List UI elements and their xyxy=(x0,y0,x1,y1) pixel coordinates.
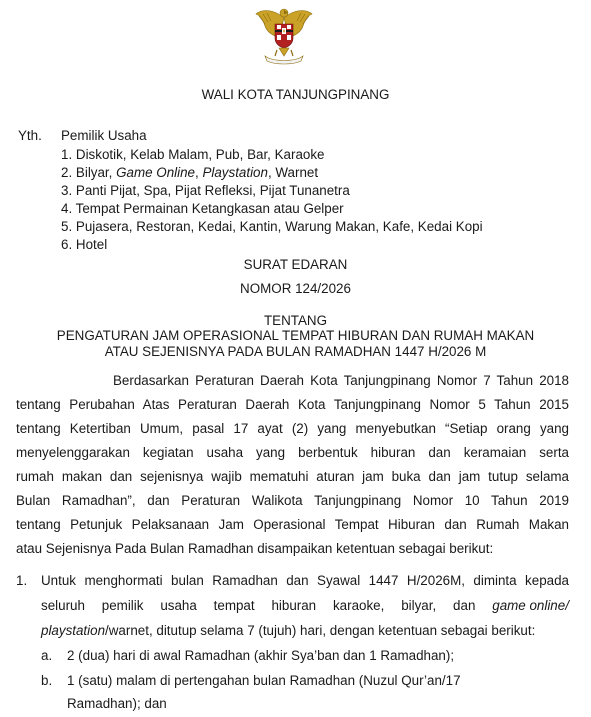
word: usaha xyxy=(160,598,197,613)
item-text: Hotel xyxy=(75,237,108,252)
item-text-pre: Bilyar, xyxy=(75,165,117,180)
paragraph-line: rumah makan dan sejenisnya wajib mematuhi aturan jam buka dan jam tutup selama xyxy=(16,469,569,484)
word: dan xyxy=(453,598,476,613)
word-italic: game online/ xyxy=(492,598,569,613)
document-type: SURAT EDARAN xyxy=(243,257,348,272)
word: bilyar, xyxy=(401,598,437,613)
issuer-title: WALI KOTA TANJUNGPINANG xyxy=(201,87,390,102)
addressee-label: Pemilik Usaha xyxy=(61,128,147,143)
item-text: Tempat Permainan Ketangkasan atau Gelper xyxy=(75,201,344,216)
item-text: Pujasera, Restoran, Kedai, Kantin, Warung Makan, Kafe, Kedai Kopi xyxy=(75,219,483,234)
sub-item: 1 (satu) malam di pertengahan bulan Ramadhan (Nuzul Qur’an/17 xyxy=(67,673,461,688)
point-line xyxy=(41,597,569,615)
point-line xyxy=(41,622,535,640)
paragraph-line: tentang Ketertiban Umum, pasal 17 ayat (2) yang menyebutkan “Setiap orang yang xyxy=(16,421,569,436)
paragraph-line: tentang Perubahan Atas Peraturan Daerah Kota Tanjungpinang Nomor 5 Tahun 2015 xyxy=(16,397,569,412)
word: seluruh xyxy=(41,598,85,613)
yth-label: Yth. xyxy=(18,128,42,143)
addressee-item xyxy=(61,218,483,236)
addressee-item xyxy=(61,236,107,254)
item-text-post: , Warnet xyxy=(267,165,319,180)
paragraph-line: Bulan Ramadhan”, dan Peraturan Walikota Tanjungpinang Nomor 10 Tahun 2019 xyxy=(16,493,569,508)
text: /warnet, ditutup selama 7 (tujuh) hari, dengan ketentuan sebagai berikut: xyxy=(105,623,536,638)
point-line: Untuk menghormati bulan Ramadhan dan Syawal 1447 H/2026M, diminta kepada xyxy=(41,573,569,588)
addressee-item xyxy=(61,182,350,200)
word: pemilik xyxy=(101,598,144,613)
item-text-italic: Playstation xyxy=(202,165,268,180)
sub-item-continuation: Ramadhan); dan xyxy=(67,696,167,711)
item-text-italic: Game Online xyxy=(116,165,195,180)
point-number: 1. xyxy=(16,573,28,588)
item-number: 1. xyxy=(61,147,73,162)
paragraph-line: Berdasarkan Peraturan Daerah Kota Tanjungpinang Nomor 7 Tahun 2018 xyxy=(113,373,569,388)
sub-item: 2 (dua) hari di awal Ramadhan (akhir Sya’ban dan 1 Ramadhan); xyxy=(67,648,455,663)
subject-line: PENGATURAN JAM OPERASIONAL TEMPAT HIBURAN DAN RUMAH MAKAN xyxy=(56,328,535,343)
subject-line: ATAU SEJENISNYA PADA BULAN RAMADHAN 1447 H/2026 M xyxy=(104,344,487,359)
addressee-item xyxy=(61,200,344,218)
sub-letter: a. xyxy=(41,648,53,663)
item-number: 2. xyxy=(61,165,73,180)
item-number: 3. xyxy=(61,183,73,198)
addressee-item xyxy=(61,164,318,182)
paragraph-line: menyelenggarakan kegiatan usaha yang berbentuk hiburan dan keramaian serta xyxy=(16,445,569,460)
garuda-emblem-icon xyxy=(253,4,315,66)
about-label: TENTANG xyxy=(264,313,327,328)
word: tempat xyxy=(213,598,255,613)
item-text: Diskotik, Kelab Malam, Pub, Bar, Karaoke xyxy=(75,147,325,162)
text-italic: playstation xyxy=(41,623,106,638)
item-number: 6. xyxy=(61,237,73,252)
item-number: 4. xyxy=(61,201,73,216)
word: karaoke, xyxy=(332,598,385,613)
item-text: Panti Pijat, Spa, Pijat Refleksi, Pijat Tunanetra xyxy=(75,183,350,198)
addressee-item xyxy=(61,146,325,164)
document-number: NOMOR 124/2026 xyxy=(240,281,351,296)
paragraph-line: tentang Petunjuk Pelaksanaan Jam Operasional Tempat Hiburan dan Rumah Makan xyxy=(16,517,569,532)
item-text-mid: , xyxy=(195,165,203,180)
paragraph-line: atau Sejenisnya Pada Bulan Ramadhan disampaikan ketentuan sebagai berikut: xyxy=(16,541,494,556)
sub-letter: b. xyxy=(41,673,53,688)
word: hiburan xyxy=(271,598,317,613)
item-number: 5. xyxy=(61,219,73,234)
